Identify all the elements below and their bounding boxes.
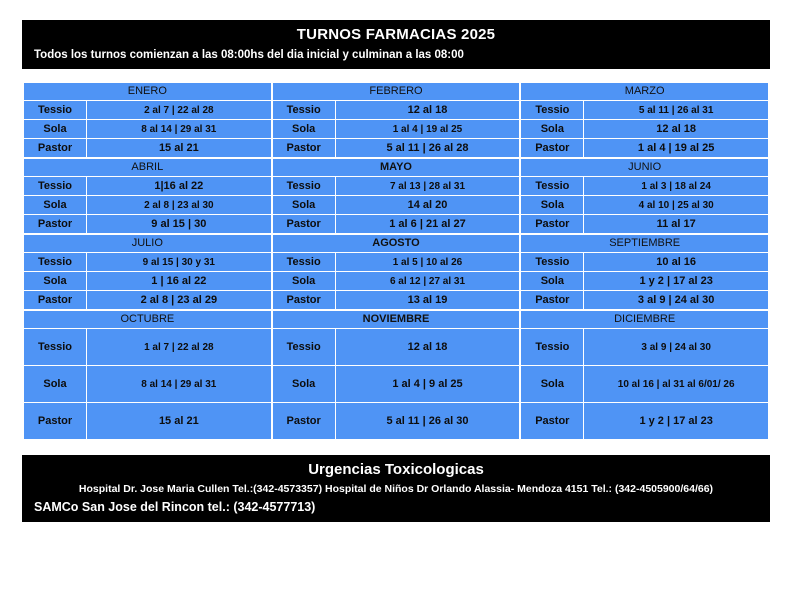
shift-row: [24, 329, 271, 366]
shift-row: [273, 253, 520, 272]
shift-row: [24, 272, 271, 291]
footer-banner: [22, 455, 770, 522]
month-name: JULIO: [24, 235, 271, 253]
shift-dates: 12 al 18: [407, 341, 448, 353]
month-name: ABRIL: [24, 159, 271, 177]
footer-hospitals-line: Hospital Dr. Jose Maria Cullen Tel.:(342-4573357) Hospital de Niños Dr Orlando Alassia- Mendoza 4151 Tel.: (342-4505900/64/66): [78, 483, 714, 495]
pharmacy-name: Pastor: [273, 215, 336, 233]
shift-row: [24, 215, 271, 233]
shift-row: [521, 139, 768, 157]
pharmacy-name: Sola: [24, 120, 87, 138]
shift-row: [24, 253, 271, 272]
month-rows: [273, 101, 520, 157]
shift-dates: 1 y 2 | 17 al 23: [639, 415, 713, 427]
header-banner: [22, 20, 770, 69]
shift-row: [273, 329, 520, 366]
pharmacy-name: Pastor: [521, 291, 584, 309]
shift-dates: 1 al 3 | 18 al 24: [641, 180, 711, 192]
month-block: [272, 310, 521, 440]
pharmacy-shift-calendar: [22, 81, 770, 441]
shift-row: [24, 139, 271, 157]
pharmacy-name: Sola: [521, 196, 584, 214]
shift-row: [24, 177, 271, 196]
shift-dates: 1 al 4 | 19 al 25: [392, 123, 463, 135]
shift-row: [273, 139, 520, 157]
pharmacy-name: Tessio: [24, 329, 87, 365]
pharmacy-name: Sola: [273, 366, 336, 402]
shift-row: [24, 291, 271, 309]
month-rows: [521, 329, 768, 439]
shift-dates: 14 al 20: [407, 199, 448, 211]
month-rows: [521, 101, 768, 157]
pharmacy-name: Tessio: [521, 329, 584, 365]
month-rows: [273, 177, 520, 233]
shift-dates: 10 al 16 | al 31 al 6/01/ 26: [617, 378, 735, 390]
month-block: [272, 234, 521, 310]
shift-dates: 15 al 21: [158, 415, 199, 427]
pharmacy-name: Sola: [24, 272, 87, 290]
shift-dates: 8 al 14 | 29 al 31: [141, 378, 217, 390]
page: [0, 20, 792, 590]
shift-dates: 5 al 11 | 26 al 30: [386, 415, 469, 427]
shift-dates: 1 al 4 | 19 al 25: [637, 142, 715, 154]
footer-samco-line: SAMCo San Jose del Rincon tel.: (342-4577713): [34, 500, 316, 514]
shift-row: [273, 272, 520, 291]
pharmacy-name: Tessio: [273, 177, 336, 195]
month-name: MARZO: [521, 83, 768, 101]
pharmacy-name: Tessio: [521, 177, 584, 195]
pharmacy-name: Sola: [273, 272, 336, 290]
shift-dates: 4 al 10 | 25 al 30: [638, 199, 714, 211]
pharmacy-name: Pastor: [24, 215, 87, 233]
shift-row: [273, 366, 520, 403]
month-block: [23, 234, 272, 310]
pharmacy-name: Tessio: [273, 329, 336, 365]
shift-row: [521, 101, 768, 120]
pharmacy-name: Pastor: [24, 139, 87, 157]
month-block: [272, 82, 521, 158]
pharmacy-name: Tessio: [24, 101, 87, 119]
shift-row: [521, 120, 768, 139]
shift-dates: 1 al 4 | 9 al 25: [392, 378, 463, 390]
shift-dates: 11 al 17: [656, 218, 696, 230]
month-block: [23, 310, 272, 440]
pharmacy-name: Sola: [521, 272, 584, 290]
shift-dates: 3 al 9 | 24 al 30: [637, 294, 715, 306]
shift-dates: 13 al 19: [407, 294, 448, 306]
shift-dates: 1 al 6 | 21 al 27: [389, 218, 466, 230]
month-rows: [521, 177, 768, 233]
shift-dates: 5 al 11 | 26 al 28: [386, 142, 469, 154]
shift-dates: 10 al 16: [656, 256, 697, 268]
month-block: [520, 158, 769, 234]
shift-row: [24, 403, 271, 439]
shift-dates: 2 al 8 | 23 al 30: [144, 199, 214, 211]
month-name: FEBRERO: [273, 83, 520, 101]
shift-dates: 8 al 14 | 29 al 31: [141, 123, 217, 135]
pharmacy-name: Sola: [521, 366, 584, 402]
shift-dates: 1 | 16 al 22: [151, 275, 207, 287]
shift-dates: 9 al 15 | 30 y 31: [142, 256, 215, 268]
page-title: TURNOS FARMACIAS 2025: [296, 26, 496, 43]
shift-row: [521, 272, 768, 291]
shift-row: [273, 291, 520, 309]
month-name: AGOSTO: [273, 235, 520, 253]
shift-dates: 1 al 5 | 10 al 26: [392, 256, 463, 268]
shift-row: [273, 215, 520, 233]
month-block: [23, 158, 272, 234]
pharmacy-name: Tessio: [24, 253, 87, 271]
month-name: MAYO: [273, 159, 520, 177]
shift-row: [521, 196, 768, 215]
shift-row: [273, 196, 520, 215]
pharmacy-name: Pastor: [273, 139, 336, 157]
month-block: [520, 310, 769, 440]
month-name: ENERO: [24, 83, 271, 101]
month-rows: [24, 253, 271, 309]
month-name: SEPTIEMBRE: [521, 235, 768, 253]
shift-row: [24, 196, 271, 215]
shift-row: [24, 120, 271, 139]
shift-dates: 12 al 18: [656, 123, 697, 135]
pharmacy-name: Pastor: [273, 291, 336, 309]
shift-dates: 15 al 21: [158, 142, 199, 154]
shift-row: [24, 366, 271, 403]
month-name: NOVIEMBRE: [273, 311, 520, 329]
shift-row: [521, 253, 768, 272]
pharmacy-name: Sola: [521, 120, 584, 138]
month-name: JUNIO: [521, 159, 768, 177]
shift-row: [273, 120, 520, 139]
shift-dates: 5 al 11 | 26 al 31: [638, 104, 714, 116]
pharmacy-name: Sola: [273, 120, 336, 138]
pharmacy-name: Tessio: [273, 253, 336, 271]
pharmacy-name: Tessio: [521, 101, 584, 119]
month-rows: [273, 329, 520, 439]
shift-row: [521, 215, 768, 233]
pharmacy-name: Pastor: [273, 403, 336, 439]
pharmacy-name: Pastor: [24, 403, 87, 439]
shift-row: [521, 366, 768, 403]
pharmacy-name: Pastor: [521, 139, 584, 157]
shift-dates: 1|16 al 22: [154, 180, 204, 192]
month-rows: [521, 253, 768, 309]
shift-row: [273, 403, 520, 439]
shift-dates: 12 al 18: [407, 104, 448, 116]
month-rows: [24, 329, 271, 439]
shift-dates: 1 al 7 | 22 al 28: [144, 341, 214, 353]
pharmacy-name: Tessio: [521, 253, 584, 271]
pharmacy-name: Pastor: [521, 215, 584, 233]
month-block: [520, 234, 769, 310]
shift-dates: 1 y 2 | 17 al 23: [639, 275, 713, 287]
shift-dates: 2 al 8 | 23 al 29: [140, 294, 218, 306]
shift-row: [521, 291, 768, 309]
pharmacy-name: Sola: [24, 196, 87, 214]
shift-dates: 7 al 13 | 28 al 31: [389, 180, 466, 192]
month-block: [272, 158, 521, 234]
shift-row: [273, 101, 520, 120]
month-block: [23, 82, 272, 158]
month-block: [520, 82, 769, 158]
shift-dates: 3 al 9 | 24 al 30: [641, 341, 711, 353]
month-rows: [273, 253, 520, 309]
month-name: OCTUBRE: [24, 311, 271, 329]
month-rows: [24, 101, 271, 157]
pharmacy-name: Pastor: [24, 291, 87, 309]
pharmacy-name: Tessio: [273, 101, 336, 119]
shift-dates: 9 al 15 | 30: [151, 218, 207, 230]
pharmacy-name: Sola: [273, 196, 336, 214]
header-subtitle: Todos los turnos comienzan a las 08:00hs del dia inicial y culminan a las 08:00: [34, 49, 464, 61]
shift-row: [521, 177, 768, 196]
shift-dates: 6 al 12 | 27 al 31: [389, 275, 466, 287]
shift-row: [273, 177, 520, 196]
footer-title: Urgencias Toxicologicas: [308, 461, 484, 478]
pharmacy-name: Tessio: [24, 177, 87, 195]
pharmacy-name: Pastor: [521, 403, 584, 439]
shift-row: [521, 329, 768, 366]
shift-row: [521, 403, 768, 439]
shift-dates: 2 al 7 | 22 al 28: [144, 104, 214, 116]
shift-row: [24, 101, 271, 120]
month-rows: [24, 177, 271, 233]
pharmacy-name: Sola: [24, 366, 87, 402]
month-name: DICIEMBRE: [521, 311, 768, 329]
